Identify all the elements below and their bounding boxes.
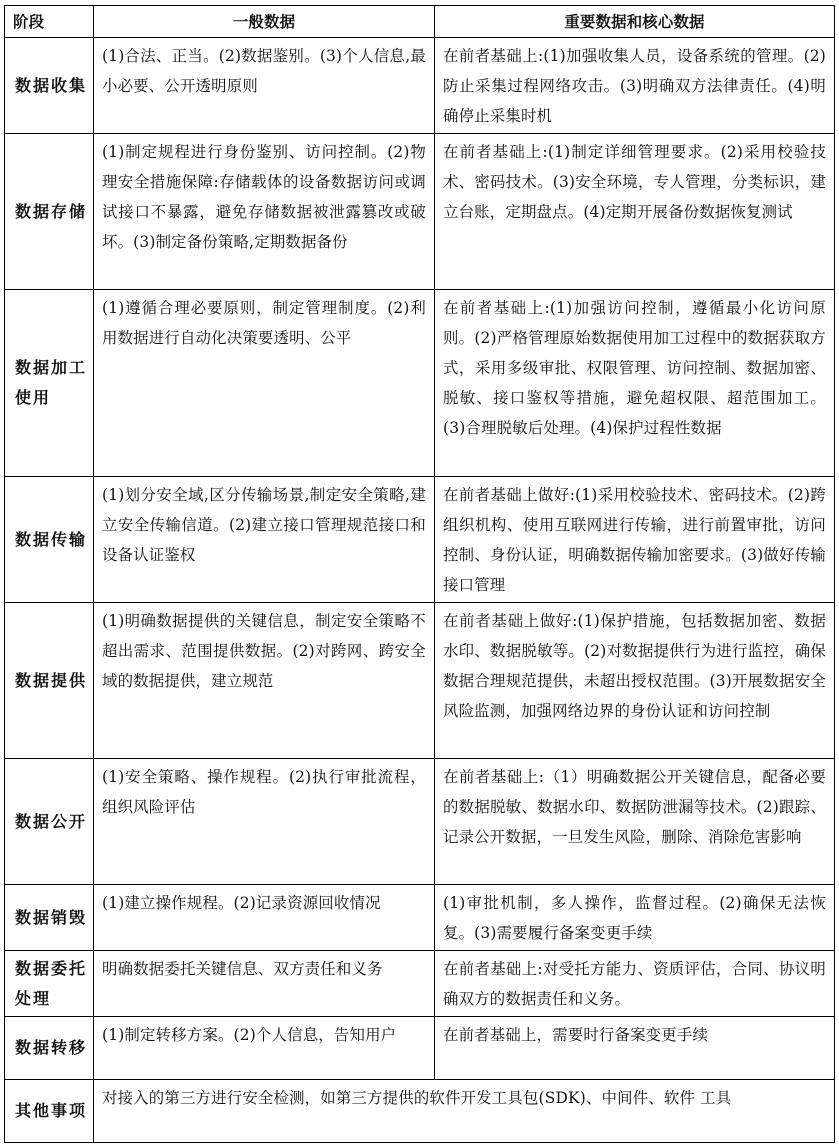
header-general-data: 一般数据 (94, 6, 435, 38)
table-row (5, 290, 835, 477)
table-row (5, 603, 835, 759)
general-cell: (1)合法、正当。(2)数据鉴别。(3)个人信息,最小必要、公开透明原则 (94, 38, 435, 134)
important-cell: 在前者基础上:(1)加强访问控制，遵循最小化访问原则。(2)严格管理原始数据使用加工过程中的数据获取方式，采用多级审批、权限管理、访问控制、数据加密、脱敏、接口鉴权等措施，避免超权限、超范围加工。 (3)合理脱敏后处理。(4)保护过程性数据 (435, 290, 835, 477)
table-row (5, 477, 835, 603)
general-cell: (1)划分安全域,区分传输场景,制定安全策略,建立安全传输信道。(2)建立接口管理规范接口和设备认证鉴权 (94, 477, 435, 603)
stage-cell: 数据收集 (5, 38, 94, 134)
important-cell: 在前者基础上做好:(1)保护措施，包括数据加密、数据水印、数据脱敏等。(2)对数据提供行为进行监控，确保数据合理规范提供，未超出授权范围。(3)开展数据安全风险监测，加强网络边界的身份认证和访问控制 (435, 603, 835, 759)
important-cell: 在前者基础上:(1)加强收集人员，设备系统的管理。(2)防止采集过程网络攻击。(3)明确双方法律责任。(4)明确停止采集时机 (435, 38, 835, 134)
stage-cell: 数据委托处理 (5, 951, 94, 1017)
header-stage: 阶段 (5, 6, 94, 38)
other-items-cell: 对接入的第三方进行安全检测，如第三方提供的软件开发工具包(SDK)、中间件、软件 工具 (94, 1080, 835, 1143)
table-row (5, 1017, 835, 1080)
general-cell: (1)遵循合理必要原则，制定管理制度。(2)利用数据进行自动化决策要透明、公平 (94, 290, 435, 477)
important-cell: (1)审批机制，多人操作，监督过程。(2)确保无法恢复。(3)需要履行备案变更手续 (435, 885, 835, 951)
general-cell: (1)制定转移方案。(2)个人信息，告知用户 (94, 1017, 435, 1080)
header-row (5, 6, 835, 38)
important-cell: 在前者基础上，需要时行备案变更手续 (435, 1017, 835, 1080)
other-row (5, 1080, 835, 1143)
important-cell: 在前者基础上:(1)制定详细管理要求。(2)采用校验技术、密码技术。(3)安全环境，专人管理，分类标识，建立台账，定期盘点。(4)定期开展备份数据恢复测试 (435, 134, 835, 290)
table-row (5, 951, 835, 1017)
important-cell: 在前者基础上做好:(1)采用校验技术、密码技术。(2)跨组织机构、使用互联网进行传输，进行前置审批，访问控制、身份认证，明确数据传输加密要求。(3)做好传输接口管理 (435, 477, 835, 603)
general-cell: (1)制定规程进行身份鉴别、访问控制。(2)物理安全措施保障:存储载体的设备数据访问或调试接口不暴露，避免存储数据被泄露篡改或破坏。(3)制定备份策略,定期数据备份 (94, 134, 435, 290)
stage-cell: 数据存储 (5, 134, 94, 290)
general-cell: (1)建立操作规程。(2)记录资源回收情况 (94, 885, 435, 951)
general-cell: (1)明确数据提供的关键信息，制定安全策略不超出需求、范围提供数据。(2)对跨网、跨安全域的数据提供，建立规范 (94, 603, 435, 759)
stage-cell: 数据转移 (5, 1017, 94, 1080)
table-row (5, 134, 835, 290)
general-cell: (1)安全策略、操作规程。(2)执行审批流程，组织风险评估 (94, 759, 435, 885)
table-row (5, 38, 835, 134)
stage-cell: 数据传输 (5, 477, 94, 603)
header-important-data: 重要数据和核心数据 (435, 6, 835, 38)
table-row (5, 759, 835, 885)
important-cell: 在前者基础上:对受托方能力、资质评估，合同、协议明确双方的数据责任和义务。 (435, 951, 835, 1017)
important-cell: 在前者基础上:（1）明确数据公开关键信息，配备必要的数据脱敏、数据水印、数据防泄漏等技术。(2)跟踪、记录公开数据，一旦发生风险，删除、消除危害影响 (435, 759, 835, 885)
stage-cell: 其他事项 (5, 1080, 94, 1143)
data-security-table (4, 5, 835, 1143)
table-row (5, 885, 835, 951)
general-cell: 明确数据委托关键信息、双方责任和义务 (94, 951, 435, 1017)
stage-cell: 数据加工使用 (5, 290, 94, 477)
stage-cell: 数据公开 (5, 759, 94, 885)
stage-cell: 数据提供 (5, 603, 94, 759)
stage-cell: 数据销毁 (5, 885, 94, 951)
